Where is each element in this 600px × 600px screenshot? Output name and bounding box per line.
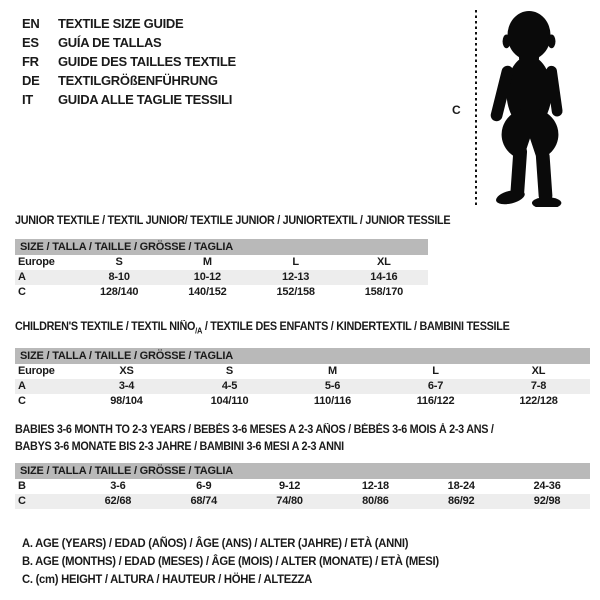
height-dotted-line <box>475 10 477 206</box>
size-value-cell: L <box>292 256 299 268</box>
size-table <box>15 463 590 509</box>
measure-legend <box>22 534 465 588</box>
language-row <box>22 90 236 109</box>
size-value-cell: 12-18 <box>361 480 389 492</box>
language-code: ES <box>22 35 39 50</box>
language-guide-title: GUÍA DE TALLAS <box>58 35 162 50</box>
size-value-cell: XL <box>531 365 546 378</box>
size-value-cell: 62/68 <box>104 495 132 507</box>
size-value-cell: 80/86 <box>362 495 389 507</box>
size-value-cell: 8-10 <box>108 271 130 283</box>
table-row <box>15 270 428 285</box>
table-title-line <box>15 422 556 439</box>
row-label: B <box>18 480 26 492</box>
size-value-cell: 152/158 <box>276 286 315 298</box>
table-title <box>15 213 451 230</box>
table-row <box>15 479 590 494</box>
legend-line: B. AGE (MONTHS) / EDAD (MESES) / ÂGE (MOIS) / ALTER (MONATE) / ETÀ (MESI) <box>22 554 439 568</box>
size-value-cell: XL <box>377 256 391 268</box>
table-row <box>15 379 590 394</box>
size-header-bar: SIZE / TALLA / TAILLE / GRÖSSE / TAGLIA <box>15 239 428 255</box>
size-header-bar: SIZE / TALLA / TAILLE / GRÖSSE / TAGLIA <box>15 348 590 364</box>
language-code: DE <box>22 73 40 88</box>
size-value-cell: 3-6 <box>110 480 126 492</box>
size-value-cell: 86/92 <box>447 495 475 507</box>
size-value-cell: 104/110 <box>210 395 249 408</box>
size-table-section <box>15 319 590 409</box>
language-guide-title: GUIDA ALLE TAGLIE TESSILI <box>58 92 233 107</box>
language-row <box>22 52 236 71</box>
row-label: C <box>18 395 26 408</box>
row-label: Europe <box>18 256 55 268</box>
size-value-cell: 110/116 <box>313 395 352 408</box>
language-row <box>22 33 236 52</box>
row-label: A <box>18 271 26 283</box>
table-title-line <box>15 213 451 230</box>
size-value-cell: 92/98 <box>533 495 561 507</box>
language-guide-title: TEXTILE SIZE GUIDE <box>58 16 184 31</box>
size-value-cell: 140/152 <box>188 286 227 298</box>
size-value-cell: 128/140 <box>99 286 139 298</box>
row-label: A <box>18 380 26 393</box>
language-guide-title: TEXTILGRÖßENFÜHRUNG <box>58 73 218 88</box>
size-value-cell: 18-24 <box>447 480 475 492</box>
size-value-cell: L <box>432 365 439 378</box>
size-value-cell: 116/122 <box>416 395 455 408</box>
size-table <box>15 348 590 409</box>
size-value-cell: S <box>115 256 123 268</box>
table-title-text: BABYS 3-6 MONATE BIS 2-3 JAHRE / BAMBINI 3-6 MESI A 2-3 ANNI <box>15 441 344 453</box>
size-value-cell: 3-4 <box>118 380 135 393</box>
row-label: C <box>18 286 26 298</box>
table-row <box>15 494 590 509</box>
table-row <box>15 364 590 379</box>
table-title <box>15 422 556 456</box>
size-value-cell: 122/128 <box>519 395 558 408</box>
language-guide-title: GUIDE DES TAILLES TEXTILE <box>58 54 236 69</box>
size-value-cell: 9-12 <box>278 480 301 492</box>
language-code: IT <box>22 92 33 107</box>
table-title-text: CHILDREN'S TEXTILE / TEXTIL NIÑO <box>15 321 196 333</box>
size-value-cell: XS <box>119 365 134 378</box>
table-row <box>15 285 428 300</box>
size-table-section <box>15 422 590 509</box>
size-value-cell: 6-9 <box>196 480 212 492</box>
size-value-cell: 5-6 <box>324 380 341 393</box>
size-value-cell: 10-12 <box>193 271 221 283</box>
language-row <box>22 71 236 90</box>
size-value-cell: 98/104 <box>110 395 143 408</box>
size-table <box>15 239 428 300</box>
table-row <box>15 394 590 409</box>
toddler-silhouette-icon <box>481 7 579 207</box>
table-title-text: BABIES 3-6 MONTH TO 2-3 YEARS / BEBÉS 3-6 MESES A 2-3 AÑOS / BÉBÉS 3-6 MOIS À 2-3 ANS / <box>15 424 494 436</box>
table-title-line <box>15 439 556 456</box>
size-value-cell: 68/74 <box>190 495 217 507</box>
language-code: EN <box>22 16 40 31</box>
table-title-text: JUNIOR TEXTILE / TEXTIL JUNIOR/ TEXTILE JUNIOR / JUNIORTEXTIL / JUNIOR TESSILE <box>15 215 451 227</box>
table-title-line <box>15 319 556 339</box>
table-title <box>15 319 556 339</box>
size-value-cell: 12-13 <box>282 271 310 283</box>
legend-line: A. AGE (YEARS) / EDAD (AÑOS) / ÂGE (ANS) / ALTER (JAHRE) / ETÀ (ANNI) <box>22 536 409 550</box>
size-value-cell: 24-36 <box>533 480 561 492</box>
size-value-cell: 7-8 <box>530 380 547 393</box>
size-value-cell: 6-7 <box>427 380 444 393</box>
legend-line: C. (cm) HEIGHT / ALTURA / HAUTEUR / HÖHE / ALTEZZA <box>22 572 313 586</box>
language-title-list <box>22 14 236 109</box>
size-value-cell: M <box>328 365 337 378</box>
size-table-section <box>15 213 451 300</box>
language-row <box>22 14 236 33</box>
size-value-cell: 4-5 <box>221 380 238 393</box>
size-header-bar: SIZE / TALLA / TAILLE / GRÖSSE / TAGLIA <box>15 463 590 479</box>
size-value-cell: 74/80 <box>276 495 303 507</box>
row-label: Europe <box>18 365 55 378</box>
table-row <box>15 255 428 270</box>
size-value-cell: M <box>202 256 212 268</box>
height-c-label: C <box>452 103 461 117</box>
row-label: C <box>18 495 26 507</box>
size-value-cell: 158/170 <box>364 286 404 298</box>
language-code: FR <box>22 54 39 69</box>
table-title-text: /A <box>195 326 203 336</box>
size-value-cell: S <box>225 365 234 378</box>
table-title-text: / TEXTILE DES ENFANTS / KINDERTEXTIL / BAMBINI TESSILE <box>202 321 510 333</box>
size-value-cell: 14-16 <box>370 271 398 283</box>
